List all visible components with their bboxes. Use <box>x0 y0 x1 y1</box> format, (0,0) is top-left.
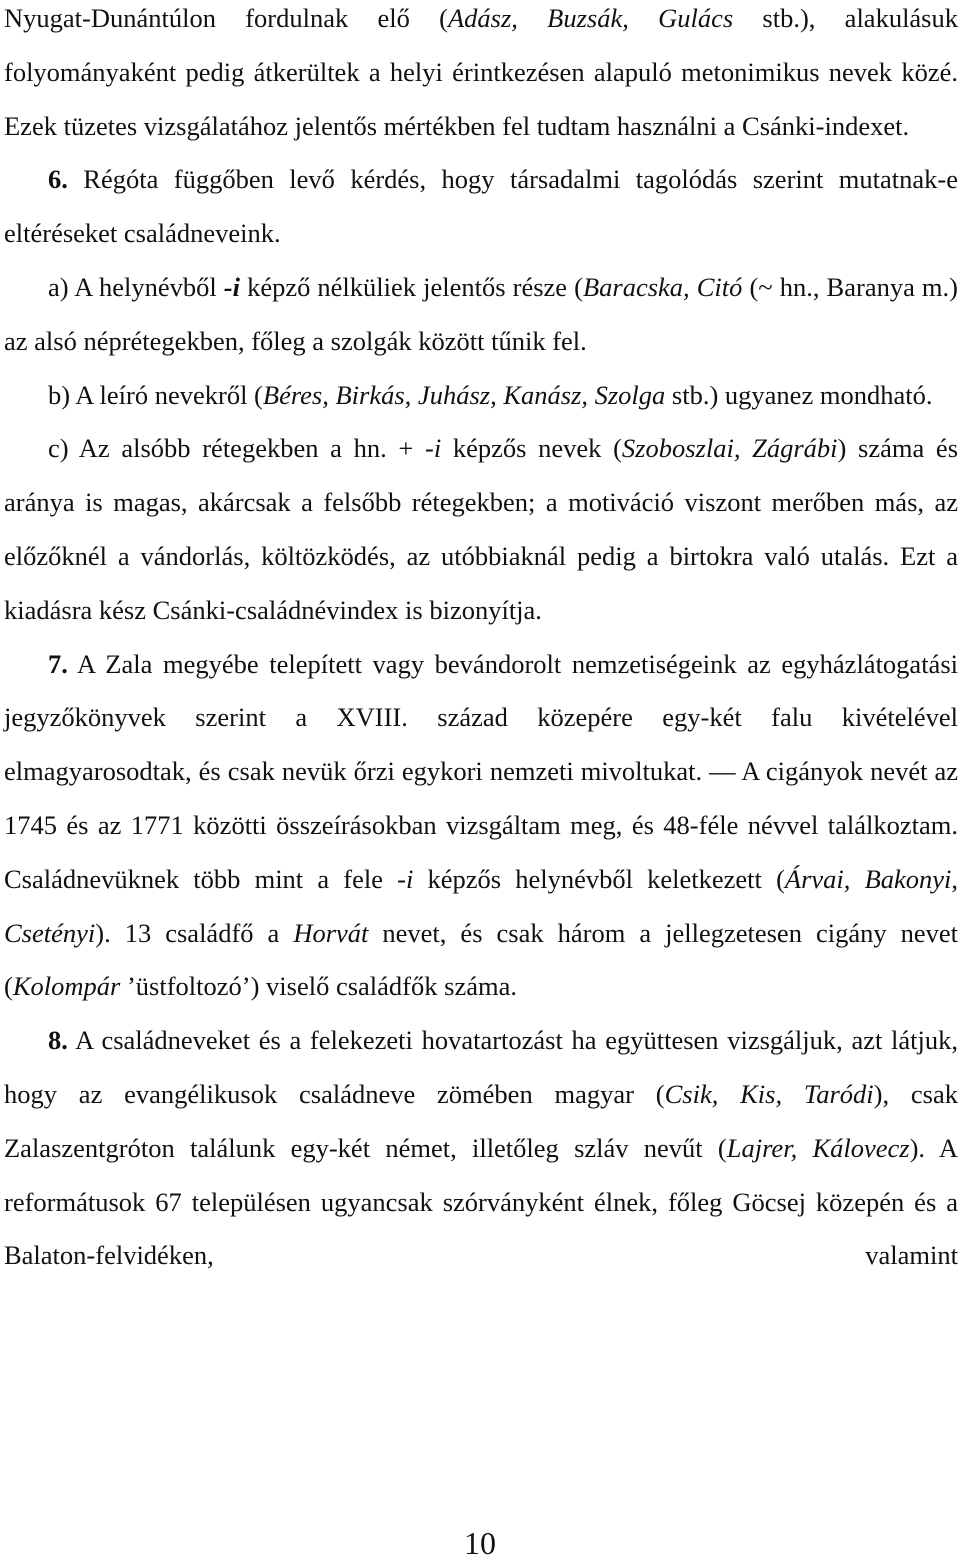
paragraph-p4 <box>4 369 958 423</box>
text-run: ) száma és aránya is magas, akárcsak a felsőbb rétegekben; a motiváció viszont merőben más, az előzőknél a vándorlás, költözködés, az utóbbiaknál pedig a birtokra való utalás. Ezt a kiadásra kész Csánki-családnévindex is bizonyítja. <box>4 433 959 625</box>
italic-text: Csik, Kis, Taródi <box>664 1078 874 1109</box>
italic-text: Béres, Birkás, Juhász, Kanász, Szolga <box>262 379 666 410</box>
text-run: képzős nevek ( <box>441 433 622 464</box>
text-run: Nyugat-Dunántúlon fordulnak elő ( <box>4 3 448 33</box>
paragraph-p6 <box>4 638 958 1015</box>
italic-text: Árvai, Bakonyi <box>784 863 952 894</box>
text-run: Régóta függőben levő kérdés, hogy társadalmi tagolódás szerint mutatnak-e eltéréseket családneveink. <box>4 164 958 249</box>
bold-text: 7. <box>48 648 68 679</box>
italic-text: -i <box>397 863 414 894</box>
text-run: nevet, és csak három a jellegzetesen cigány nevet ( <box>4 917 958 1002</box>
text-run: stb.), alakulásuk folyományaként pedig átkerültek a helyi érintkezésen alapuló metonimikus nevek közé. Ezek tüzetes vizsgálatához jelentős mértékben fel tudtam használni a Csánki-indexet. <box>4 3 959 141</box>
paragraph-p7 <box>4 1014 958 1283</box>
text-run: , <box>951 863 959 894</box>
document-page <box>4 0 958 1283</box>
text-run: ’üstfoltozó’) viselő családfők száma. <box>120 971 517 1002</box>
italic-text: Horvát <box>293 917 369 948</box>
italic-text: Baracska, Citó <box>582 271 743 302</box>
text-run: a) A helynévből <box>48 271 224 302</box>
text-run: A családneveket és a felekezeti hovatartozást ha együttesen vizsgáljuk, azt látjuk, hogy az evangélikusok családneve zömében magyar ( <box>4 1025 958 1109</box>
italic-text: Szoboszlai, Zágrábi <box>621 433 838 464</box>
text-run: ). A reformátusok 67 településen ugyancsak szórványként élnek, főleg Göcsej közepén és a Balaton-felvidéken, valamint <box>4 1132 958 1271</box>
text-run: képzős helynévből keletkezett ( <box>413 863 785 894</box>
text-run: stb.) ugyanez mondható. <box>665 379 933 410</box>
text-run: képző nélküliek jelentős része ( <box>239 271 583 302</box>
paragraph-p2 <box>4 153 958 261</box>
paragraph-p5 <box>4 422 958 637</box>
bold-italic-text: -i <box>223 271 240 302</box>
italic-text: -i <box>425 433 442 464</box>
paragraph-p1 <box>4 0 958 153</box>
italic-text: Kolompár <box>12 971 121 1002</box>
paragraph-p3 <box>4 261 958 369</box>
bold-text: 8. <box>48 1025 68 1056</box>
page-number: 10 <box>464 1525 496 1561</box>
italic-text: Csetényi <box>4 917 96 948</box>
italic-text: Adász, Buzsák, Gulács <box>447 3 734 33</box>
text-run: ). 13 családfő a <box>95 917 294 948</box>
text-run: b) A leíró nevekről ( <box>48 379 263 410</box>
bold-text: 6. <box>48 164 68 195</box>
body-text <box>4 0 958 1283</box>
italic-text: Lajrer, Kálovecz <box>726 1132 910 1163</box>
text-run: ), csak Zalaszentgróton találunk egy-két német, illetőleg szláv nevűt ( <box>4 1078 958 1163</box>
text-run: A Zala megyébe telepített vagy bevándorolt nemzetiségeink az egyházlátogatási jegyzőkönyvek szerint a XVIII. század közepére egy-két falu kivételével elmagyarosodtak, és csak nevük őrzi egykori nemzeti mivoltukat. — A cigányok nevét az 1745 és az 1771 közötti összeírásokban vizsgáltam meg, és 48-féle névvel találkoztam. Családnevüknek több mint a fele <box>4 648 958 894</box>
text-run: (~ hn., Baranya m.) az alsó néprétegekben, főleg a szolgák között tűnik fel. <box>4 271 958 356</box>
text-run: c) Az alsóbb rétegekben a hn. + <box>48 433 425 464</box>
